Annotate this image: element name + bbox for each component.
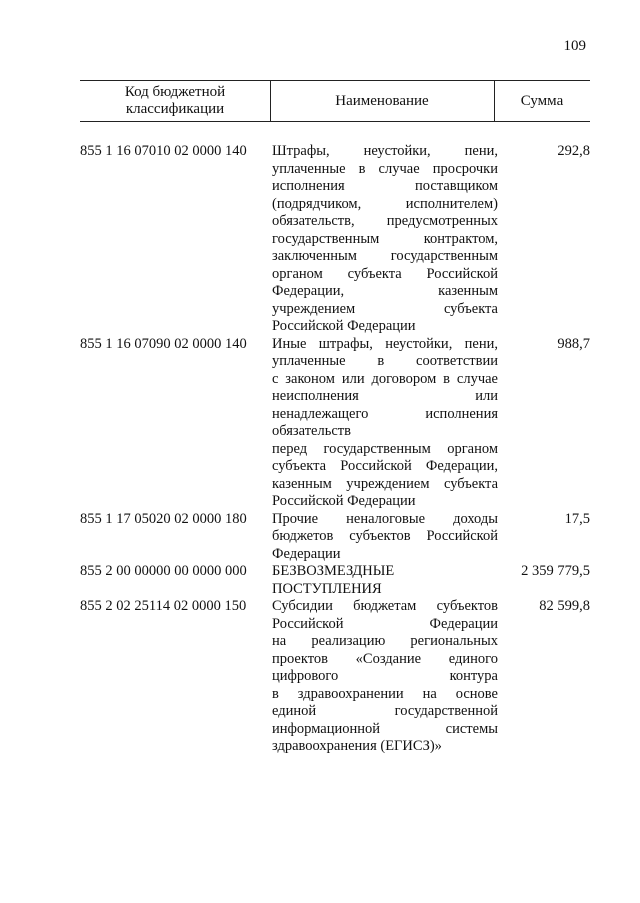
row-name-line: Федерации, казенным xyxy=(272,283,498,299)
row-name-line: Российской Федерации xyxy=(272,615,498,632)
row-name-line: исполнения поставщиком xyxy=(272,178,498,194)
row-amount: 2 359 779,5 xyxy=(521,563,590,579)
header-code xyxy=(80,81,271,121)
budget-table xyxy=(80,80,590,756)
row-name xyxy=(272,563,498,598)
row-name-line: неисполнения или xyxy=(272,388,498,404)
row-name-line: Российской Федерации xyxy=(272,493,416,509)
row-name-line: Федерации xyxy=(272,545,341,562)
table-body xyxy=(80,143,590,756)
row-amount: 82 599,8 xyxy=(539,598,590,614)
row-name-line: учреждением субъекта xyxy=(272,300,498,317)
row-code: 855 1 16 07010 02 0000 140 xyxy=(80,143,247,159)
row-name xyxy=(272,511,498,564)
row-name-line: цифрового контура xyxy=(272,668,498,684)
row-name-line: уплаченные в случае просрочки xyxy=(272,160,498,177)
table-header xyxy=(80,80,590,122)
row-name-line: здравоохранения (ЕГИСЗ)» xyxy=(272,738,442,754)
table-row xyxy=(80,143,590,336)
row-name-line: обязательств xyxy=(272,423,351,439)
row-name-line: Прочие неналоговые доходы xyxy=(272,510,498,527)
row-name-line: органом субъекта Российской xyxy=(272,265,498,282)
table-row xyxy=(80,336,590,511)
row-code: 855 1 16 07090 02 0000 140 xyxy=(80,335,247,352)
row-name-line: Российской Федерации xyxy=(272,318,416,334)
header-code-line2: классификации xyxy=(125,101,225,117)
row-name-line: ПОСТУПЛЕНИЯ xyxy=(272,580,382,597)
row-name-line: субъекта Российской Федерации, xyxy=(272,458,498,474)
row-name-line: в здравоохранении на основе xyxy=(272,685,498,702)
row-name-line: БЕЗВОЗМЕЗДНЫЕ xyxy=(272,563,395,579)
page-number: 109 xyxy=(563,38,586,54)
row-name-line: на реализацию региональных xyxy=(272,633,498,649)
header-code-line1: Код бюджетной xyxy=(124,84,226,100)
row-name-line: бюджетов субъектов Российской xyxy=(272,528,498,544)
table-row xyxy=(80,511,590,564)
row-amount: 988,7 xyxy=(557,335,590,352)
row-name-line: заключенным государственным xyxy=(272,248,498,264)
row-name-line: проектов «Создание единого xyxy=(272,650,498,667)
row-name-line: казенным учреждением субъекта xyxy=(272,475,498,492)
row-name xyxy=(272,143,498,336)
row-name-line: ненадлежащего исполнения xyxy=(272,405,498,422)
row-name-line: государственным контрактом, xyxy=(272,230,498,247)
row-name-line: Штрафы, неустойки, пени, xyxy=(272,143,498,159)
table-row xyxy=(80,563,590,598)
row-name-line: единой государственной xyxy=(272,703,498,719)
row-code: 855 1 17 05020 02 0000 180 xyxy=(80,510,247,527)
row-name-line: (подрядчиком, исполнителем) xyxy=(272,195,498,212)
row-name-line: с законом или договором в случае xyxy=(272,370,498,387)
row-name-line: уплаченные в соответствии xyxy=(272,353,498,369)
header-sum: Сумма xyxy=(520,92,564,109)
row-code: 855 2 02 25114 02 0000 150 xyxy=(80,598,247,614)
row-name-line: обязательств, предусмотренных xyxy=(272,213,498,229)
row-name-line: информационной системы xyxy=(272,720,498,737)
row-name xyxy=(272,598,498,756)
row-code: 855 2 00 00000 00 0000 000 xyxy=(80,563,247,579)
row-name-line: перед государственным органом xyxy=(272,440,498,457)
row-amount: 17,5 xyxy=(564,510,590,527)
table-row xyxy=(80,598,590,756)
header-name: Наименование xyxy=(270,81,495,121)
row-name-line: Иные штрафы, неустойки, пени, xyxy=(272,335,498,352)
row-amount: 292,8 xyxy=(557,143,590,159)
row-name-line: Субсидии бюджетам субъектов xyxy=(272,598,498,614)
row-name xyxy=(272,336,498,511)
